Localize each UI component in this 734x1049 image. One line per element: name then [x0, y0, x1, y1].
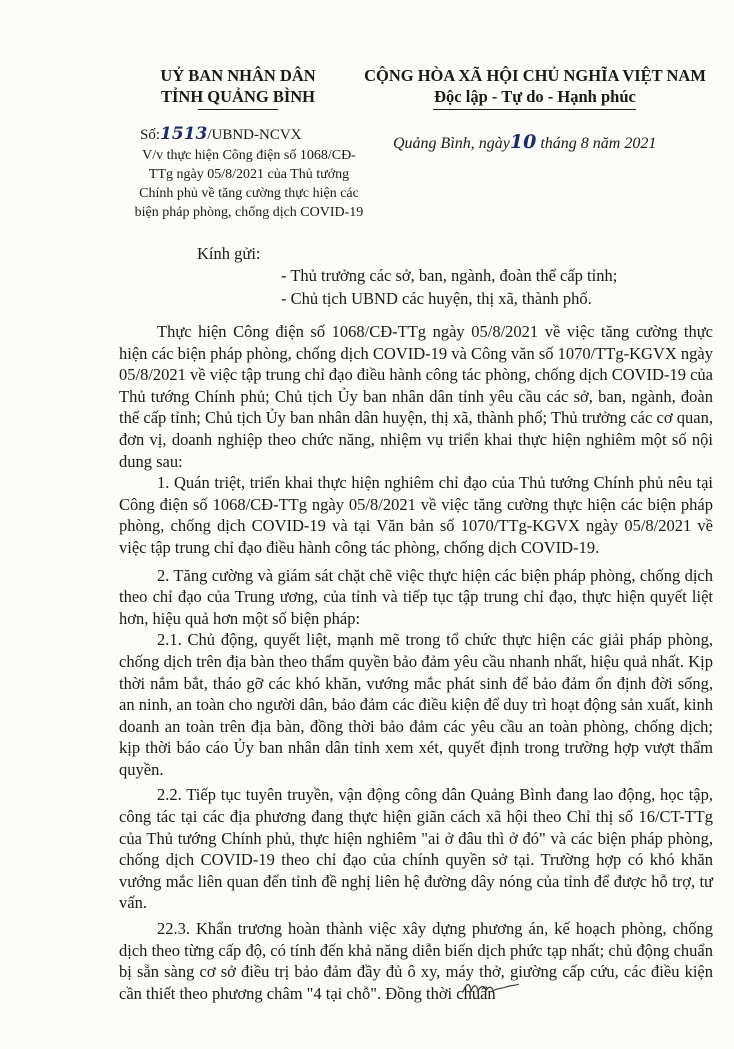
body-paragraph: 2. Tăng cường và giám sát chặt chẽ việc thực hiện các biện pháp phòng, chống dịch theo chỉ đạo của Trung ương, của tỉnh và tiếp tục tập trung chỉ đạo, thực hiện quyết liệt hơn, hiệu quả hơn một số biện pháp:: [119, 565, 713, 628]
place-date-suffix: tháng 8 năm 2021: [536, 135, 657, 152]
place-date-prefix: Quảng Bình, ngày: [393, 135, 510, 152]
org-line-2: TỈNH QUẢNG BÌNH: [160, 87, 316, 106]
place-date: [393, 131, 703, 153]
subject-line: biện pháp phòng, chống dịch COVID-19: [134, 205, 364, 220]
subject-line: Chính phủ về tăng cường thực hiện các: [139, 186, 359, 201]
document-body: [119, 321, 713, 1004]
subject-line: TTg ngày 05/8/2021 của Thủ tướng: [148, 167, 350, 182]
doc-number-handwritten: 1513: [160, 124, 208, 144]
recipient-item: - Chủ tịch UBND các huyện, thị xã, thành phố.: [281, 289, 592, 308]
org-underline: [198, 109, 278, 110]
body-paragraph: 2.2. Tiếp tục tuyên truyền, vận động công dân Quảng Bình đang lao động, học tập, công tác tại các địa phương đang thực hiện giãn cách xã hội theo Chỉ thị số 16/CT-TTg của Thủ tướng Chính phủ, thực hiện nghiêm "ai ở đâu thì ở đó" và các biện pháp phòng, chống dịch COVID-19 theo chỉ đạo của chính quyền sở tại. Trường hợp có khó khăn vướng mắc liên quan đến tỉnh đề nghị liên hệ đường dây nóng của tỉnh để được hỗ trợ, tư vấn.: [119, 785, 713, 913]
issuing-organization: [118, 65, 358, 107]
initials-signature: [461, 976, 521, 1002]
document-subject: [115, 146, 383, 222]
greeting: Kính gửi:: [197, 244, 261, 263]
document-number: [140, 124, 302, 144]
recipient-item: - Thủ trưởng các sở, ban, ngành, đoàn thể cấp tỉnh;: [281, 266, 618, 285]
doc-number-suffix: /UBND-NCVX: [207, 127, 302, 143]
motto-underline: [433, 109, 636, 110]
body-paragraph: 1. Quán triệt, triển khai thực hiện nghiêm chỉ đạo của Thủ tướng Chính phủ nêu tại Công điện số 1068/CĐ-TTg ngày 05/8/2021 về việc tăng cường thực hiện các biện pháp phòng, chống dịch COVID-19 và tại Văn bản số 1070/TTg-KGVX ngày 05/8/2021 về việc tập trung chỉ đạo điều hành công tác phòng, chống dịch COVID-19.: [119, 473, 713, 557]
body-paragraph: Thực hiện Công điện số 1068/CĐ-TTg ngày 05/8/2021 về việc tăng cường thực hiện các biện pháp phòng, chống dịch COVID-19 và Công văn số 1070/TTg-KGVX ngày 05/8/2021 về việc tập trung chỉ đạo điều hành công tác phòng, chống dịch COVID-19 của Thủ tướng Chính phủ; Chủ tịch Ủy ban nhân dân tỉnh yêu cầu các sở, ban, ngành, đoàn thể cấp tỉnh; Chủ tịch Ủy ban nhân dân huyện, thị xã, thành phố; Thủ trưởng các cơ quan, đơn vị, doanh nghiệp theo chức năng, nhiệm vụ triển khai thực hiện nghiêm một số nội dung sau:: [119, 322, 713, 471]
date-day-handwritten: 10: [509, 131, 537, 153]
body-paragraph: 22.3. Khẩn trương hoàn thành việc xây dựng phương án, kế hoạch phòng, chống dịch theo từng cấp độ, có tính đến khả năng diễn biến dịch phức tạp nhất; chủ động chuẩn bị sẵn sàng cơ sở điều trị bảo đảm đầy đủ ô xy, máy thở, giường cấp cứu, các điều kiện cần thiết theo phương châm "4 tại chỗ". Đồng thời chuẩn: [119, 919, 713, 1003]
national-line-1: CỘNG HÒA XÃ HỘI CHỦ NGHĨA VIỆT NAM: [364, 66, 706, 85]
body-paragraph: 2.1. Chủ động, quyết liệt, mạnh mẽ trong tổ chức thực hiện các giải pháp phòng, chống dịch trên địa bàn theo thẩm quyền bảo đảm yêu cầu nhanh nhất, hiệu quả nhất. Kịp thời nắm bắt, tháo gỡ các khó khăn, vướng mắc phát sinh để bảo đảm ổn định đời sống, an ninh, an toàn cho người dân, bảo đảm các điều kiện để duy trì hoạt động sản xuất, kinh doanh an toàn trên địa bàn, đồng thời bảo đảm các yêu cầu an toàn phòng, chống dịch; kịp thời báo cáo Ủy ban nhân dân tỉnh xem xét, quyết định trong trường hợp vượt thẩm quyền.: [119, 630, 713, 779]
initials-signature-mark: [461, 976, 521, 998]
national-line-2: Độc lập - Tự do - Hạnh phúc: [434, 87, 636, 106]
subject-line: V/v thực hiện Công điện số 1068/CĐ-: [142, 148, 356, 163]
doc-number-prefix: Số:: [140, 127, 161, 143]
org-line-1: UỶ BAN NHÂN DÂN: [160, 66, 316, 85]
national-motto: [360, 65, 710, 107]
